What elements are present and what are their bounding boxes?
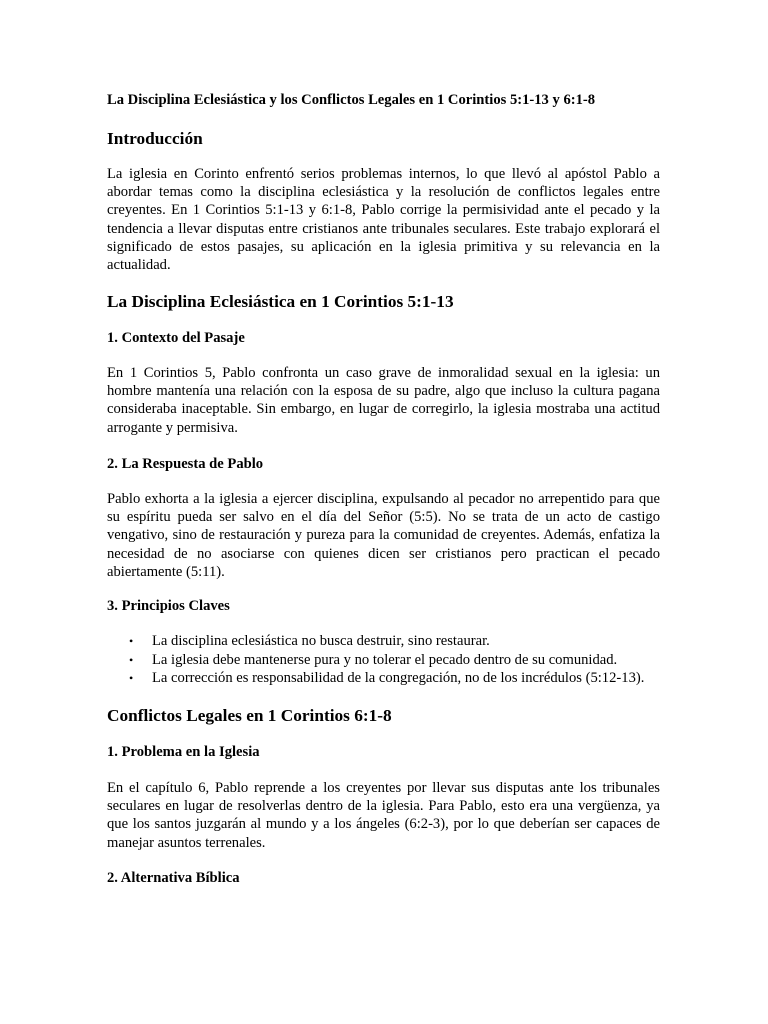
list-item-text: La disciplina eclesiástica no busca destruir, sino restaurar. <box>152 633 490 649</box>
bullet-icon: • <box>129 634 134 648</box>
bullet-icon: • <box>129 671 134 685</box>
principles-list <box>107 632 667 688</box>
section1-sub2-heading: 2. La Respuesta de Pablo <box>107 456 264 472</box>
list-item <box>107 632 667 651</box>
section1-sub2-paragraph: Pablo exhorta a la iglesia a ejercer disciplina, expulsando al pecador no arrepentido para que su espíritu pueda ser salvo en el día del Señor (5:5). No se trata de un acto de castigo vengativo, sino de restauración y pureza para la comunidad de creyentes. Además, enfatiza la necesidad de no asociarse con quienes dicen ser cristianos pero practican el pecado abiertamente (5:11). <box>107 491 660 580</box>
list-item <box>107 651 667 670</box>
section2-sub1-paragraph: En el capítulo 6, Pablo reprende a los creyentes por llevar sus disputas ante los tribunales seculares en lugar de resolverlas dentro de la iglesia. Para Pablo, esto era una vergüenza, ya que los santos juzgarán al mundo y a los ángeles (6:2-3), por lo que deberían ser capaces de manejar asuntos terrenales. <box>107 780 660 851</box>
document-title: La Disciplina Eclesiástica y los Conflictos Legales en 1 Corintios 5:1-13 y 6:1-8 <box>107 92 596 108</box>
section1-sub3-heading: 3. Principios Claves <box>107 598 230 614</box>
intro-paragraph: La iglesia en Corinto enfrentó serios problemas internos, lo que llevó al apóstol Pablo a abordar temas como la disciplina eclesiástica y la resolución de conflictos legales entre creyentes. En 1 Corintios 5:1-13 y 6:1-8, Pablo corrige la permisividad ante el pecado y la tendencia a llevar disputas entre cristianos ante tribunales seculares. Este trabajo explorará el significado de estos pasajes, su aplicación en la iglesia primitiva y su relevancia en la actualidad. <box>107 166 660 274</box>
list-item <box>107 669 667 688</box>
section1-heading: La Disciplina Eclesiástica en 1 Corintios 5:1-13 <box>107 292 454 311</box>
section1-sub1-paragraph: En 1 Corintios 5, Pablo confronta un caso grave de inmoralidad sexual en la iglesia: un hombre mantenía una relación con la esposa de su padre, algo que incluso la cultura pagana consideraba inaceptable. Sin embargo, en lugar de corregirlo, la iglesia mostraba una actitud arrogante y permisiva. <box>107 365 660 436</box>
section2-sub1-heading: 1. Problema en la Iglesia <box>107 744 260 760</box>
list-item-text: La corrección es responsabilidad de la congregación, no de los incrédulos (5:12-13). <box>152 670 645 686</box>
intro-heading: Introducción <box>107 129 203 148</box>
section1-sub1-heading: 1. Contexto del Pasaje <box>107 330 245 346</box>
section2-heading: Conflictos Legales en 1 Corintios 6:1-8 <box>107 706 392 725</box>
bullet-icon: • <box>129 652 134 667</box>
list-item-text: La iglesia debe mantenerse pura y no tolerar el pecado dentro de su comunidad. <box>152 651 618 668</box>
section2-sub2-heading: 2. Alternativa Bíblica <box>107 870 240 886</box>
